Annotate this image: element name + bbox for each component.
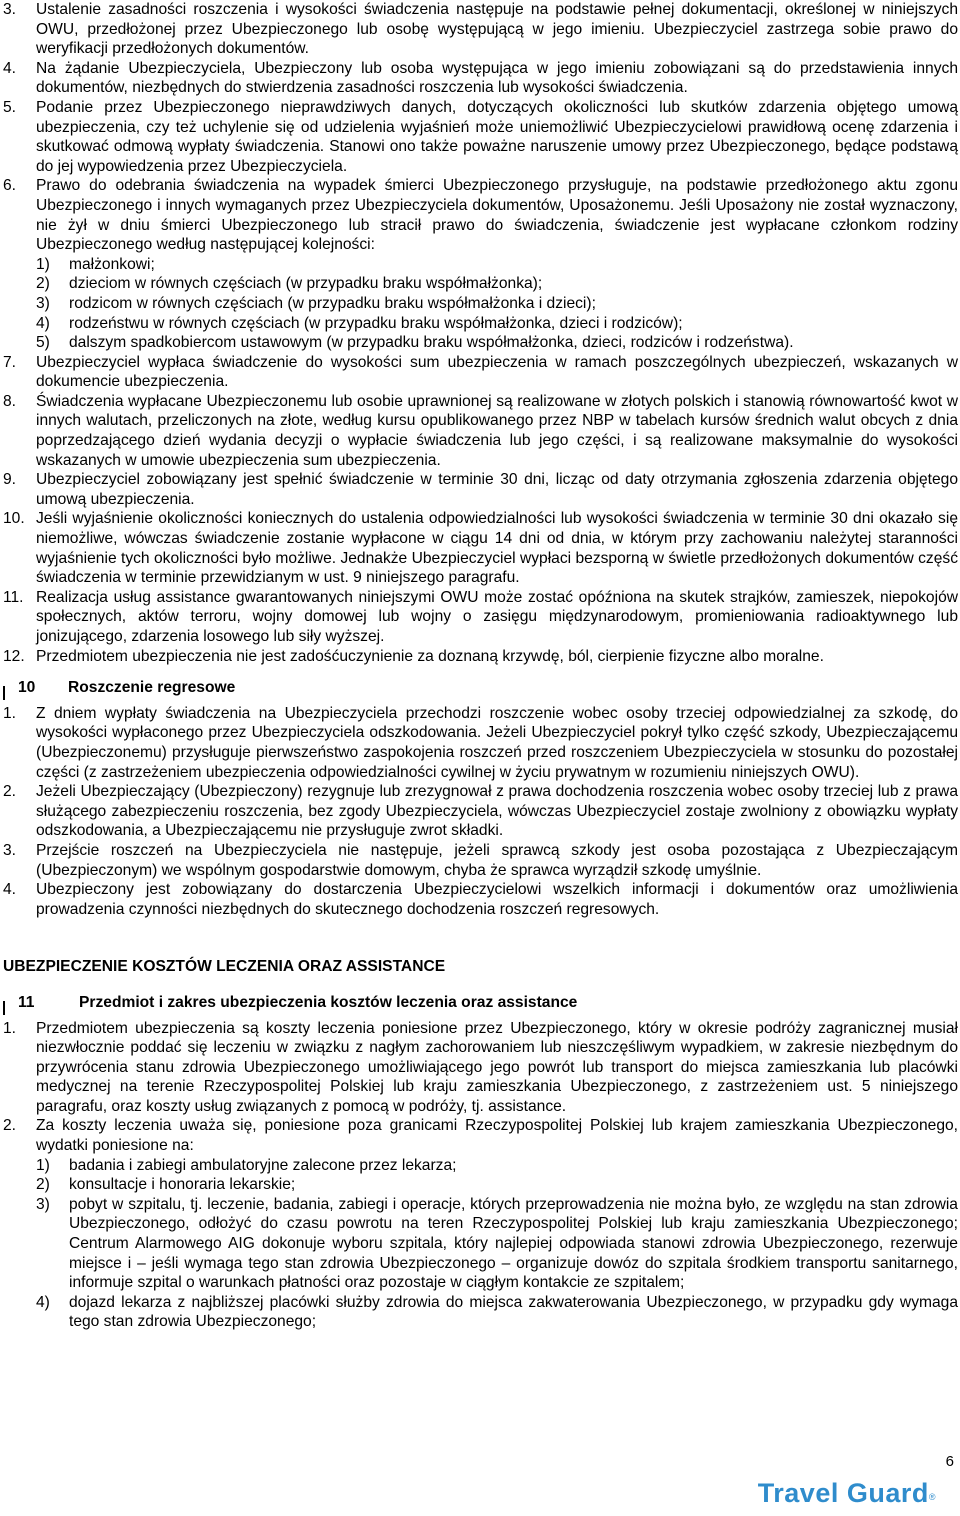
list-item <box>3 841 958 880</box>
medical-costs-list <box>3 1156 958 1332</box>
sub-list-item <box>36 333 958 353</box>
item-number: 8. <box>3 392 17 410</box>
item-number: 1. <box>3 704 17 722</box>
item-number: 11. <box>3 588 24 606</box>
item-number: 7. <box>3 353 17 371</box>
section-marker-icon <box>3 1001 5 1015</box>
list-item <box>3 59 958 98</box>
item-text: Przedmiotem ubezpieczenia są koszty leczenia poniesione przez Ubezpieczonego, który w okresie podróży zagranicznej musiał niezwłocznie poddać się leczeniu w związku z nagłym zachorowaniem lub nieszczęśliwym wypadkiem, w zakresie niezbędnym do przywrócenia stanu zdrowia Ubezpieczonego umożliwiającego jego powrót lub transport do miejsca zamieszkania lub placówki medycznej na terenie Rzeczypospolitej Polskiej lub kraju zamieszkania Ubezpieczonego, z zastrzeżeniem ust. 5 niniejszego paragrafu, oraz koszty usług związanych z pomocą w podróży, tj. assistance. <box>36 1019 958 1115</box>
item-text: rodzeństwu w równych częściach (w przypadku braku współmałżonka, dzieci i rodziców); <box>69 314 683 332</box>
item-text: dzieciom w równych częściach (w przypadku braku współmałżonka); <box>69 275 543 293</box>
section-number: 10 <box>18 679 36 697</box>
item-number: 9. <box>3 471 17 489</box>
list-item <box>3 588 958 647</box>
item-number: 2. <box>3 1117 17 1135</box>
section-title: Przedmiot i zakres ubezpieczenia kosztów leczenia oraz assistance <box>79 993 578 1011</box>
list-item <box>3 509 958 587</box>
item-text: Jeżeli Ubezpieczający (Ubezpieczony) rezygnuje lub zrezygnował z prawa dochodzenia roszczenia wobec osoby trzeciej lub z prawa służącego zabezpieczeniu roszczenia, bez zgody Ubezpieczyciela, wówczas Ubezpieczyciel zostaje zwolniony z obowiązku wypłaty odszkodowania, a Ubezpieczającemu nie przysługuje zwrot składki. <box>36 783 958 840</box>
sub-list-item <box>36 294 958 314</box>
item-text: małżonkowi; <box>69 255 155 273</box>
document-page <box>3 0 958 1332</box>
item-number: 5. <box>3 98 17 116</box>
section-10-heading <box>3 678 958 698</box>
item-text: Świadczenia wypłacane Ubezpieczonemu lub osobie uprawnionej są realizowane w złotych polskich i stanowią równowartość kwot w innych walutach, przeliczonych na złote, według kursu opublikowanego przez NBP w tabelach kursów średnich walut obcych z dnia poprzedzającego dzień wydania decyzji o wypłacie świadczenia lub jego części, i są realizowane maksymalnie do wysokości wskazanych w umowie ubezpieczenia sum ubezpieczenia. <box>36 392 958 469</box>
item-number: 4) <box>36 314 50 332</box>
paragraph-list-1 <box>3 0 958 255</box>
item-text: Ustalenie zasadności roszczenia i wysokości świadczenia następuje na podstawie pełnej dokumentacji, określonej w niniejszych OWU, przedłożonej przez Ubezpieczonego lub osobę występującą w jego imieniu. Ubezpieczyciel zastrzega sobie prawo do weryfikacji przedłożonych dokumentów. <box>36 1 958 58</box>
item-number: 1. <box>3 1019 17 1037</box>
list-item <box>3 0 958 59</box>
item-number: 1) <box>36 1156 50 1174</box>
sub-list-item <box>36 1293 958 1332</box>
item-number: 2) <box>36 1176 50 1194</box>
section-title: Roszczenie regresowe <box>68 679 236 697</box>
sub-list-item <box>36 1156 958 1176</box>
item-text: pobyt w szpitalu, tj. leczenie, badania, zabiegi i operacje, których przeprowadzenia nie można było, ze względu na stan zdrowia Ubezpieczonego, odłożyć do czasu powrotu na teren Rzeczypospolitej Polskiej lub kraju zamieszkania Ubezpieczonego; Centrum Alarmowego AIG dokonuje wyboru szpitala, który najlepiej odpowiada stanowi zdrowia Ubezpieczonego, rezerwuje miejsce i – jeśli wymaga tego stan zdrowia Ubezpieczonego – organizuje dowóz do szpitala środkiem transportu sanitarnego, informuje szpital o warunkach płatności oraz pozostaje w ciągłym kontakcie ze szpitalem; <box>69 1195 958 1292</box>
beneficiary-list <box>3 255 958 353</box>
item-text: konsultacje i honoraria lekarskie; <box>69 1176 296 1194</box>
item-number: 3. <box>3 1 17 18</box>
paragraph-list-4 <box>3 1019 958 1156</box>
list-item <box>3 353 958 392</box>
section-11-heading <box>3 993 958 1013</box>
logo-text: Travel Guard <box>757 1478 929 1508</box>
paragraph-list-2 <box>3 353 958 667</box>
item-text: Przejście roszczeń na Ubezpieczyciela nie następuje, jeżeli sprawcą szkody jest osoba pozostająca z Ubezpieczającym (Ubezpieczonym) we wspólnym gospodarstwie domowym, chyba że sprawca wyrządził szkodę umyślnie. <box>36 841 958 879</box>
sub-list-item <box>36 255 958 275</box>
list-item <box>3 98 958 176</box>
item-number: 4. <box>3 881 17 899</box>
sub-list-item <box>36 1195 958 1293</box>
item-number: 3) <box>36 294 50 312</box>
item-text: Podanie przez Ubezpieczonego nieprawdziwych danych, dotyczących okoliczności lub skutków zdarzenia objętego umową ubezpieczenia, czy też uchylenie się od udzielenia wyjaśnień może uniemożliwić Ubezpieczycielowi prawidłową ocenę zdarzenia i skutkować odmową wypłaty świadczenia. Stanowi ono także poważne naruszenie umowy przez Ubezpieczonego, będące podstawą do jej wypowiedzenia przez Ubezpieczyciela. <box>36 98 958 175</box>
list-item <box>3 1019 958 1117</box>
paragraph-list-3 <box>3 704 958 920</box>
item-number: 3) <box>36 1195 50 1213</box>
list-item <box>3 782 958 841</box>
item-number: 2) <box>36 275 50 293</box>
item-text: Za koszty leczenia uważa się, poniesione poza granicami Rzeczypospolitej Polskiej lub krajem zamieszkania Ubezpieczonego, wydatki poniesione na: <box>36 1117 958 1155</box>
item-number: 4) <box>36 1293 50 1311</box>
item-text: rodzicom w równych częściach (w przypadku braku współmałżonka i dzieci); <box>69 294 596 312</box>
item-number: 12. <box>3 647 25 665</box>
item-text: dalszym spadkobiercom ustawowym (w przypadku braku współmałżonka, dzieci, rodziców i rodzeństwa). <box>69 334 794 352</box>
item-text: Prawo do odebrania świadczenia na wypadek śmierci Ubezpieczonego przysługuje, na podstawie przedłożonego aktu zgonu Ubezpieczonego i innych wymaganych przez Ubezpieczyciela dokumentów, Uposażonemu. Jeśli Uposażony nie został wyznaczony, nie żył w dniu śmierci Ubezpieczonego lub stracił prawo do świadczenia, świadczenie jest wypłacane członkom rodziny Ubezpieczonego według następującej kolejności: <box>36 177 958 254</box>
item-text: Ubezpieczyciel zobowiązany jest spełnić świadczenie w terminie 30 dni, licząc od daty otrzymania zgłoszenia zdarzenia objętego umową ubezpieczenia. <box>36 471 958 508</box>
item-number: 3. <box>3 841 17 859</box>
item-text: Ubezpieczony jest zobowiązany do dostarczenia Ubezpieczycielowi wszelkich informacji i dokumentów oraz umożliwienia prowadzenia czynności niezbędnych do skutecznego dochodzenia roszczeń regresowych. <box>36 881 958 918</box>
list-item <box>3 176 958 254</box>
item-text: Na żądanie Ubezpieczyciela, Ubezpieczony lub osoba występująca w jego imieniu zobowiązani są do przedstawienia innych dokumentów, niezbędnych do stwierdzenia zasadności roszczenia lub wysokości świadczenia. <box>36 59 958 97</box>
item-number: 10. <box>3 510 25 528</box>
section-number: 11 <box>18 993 35 1011</box>
item-number: 2. <box>3 783 17 801</box>
item-text: dojazd lekarza z najbliższej placówki służby zdrowia do miejsca zakwaterowania Ubezpieczonego, w przypadku gdy wymaga tego stan zdrowia Ubezpieczonego; <box>69 1293 958 1331</box>
item-number: 5) <box>36 334 50 352</box>
page-number: 6 <box>945 1453 954 1470</box>
list-item <box>3 704 958 782</box>
item-number: 1) <box>36 255 50 273</box>
list-item <box>3 647 958 667</box>
list-item <box>3 392 958 470</box>
travel-guard-logo <box>757 1478 936 1508</box>
sub-list-item <box>36 314 958 334</box>
registered-mark: ® <box>928 1492 936 1502</box>
item-text: Realizacja usług assistance gwarantowanych niniejszymi OWU może zostać opóźniona na skutek strajków, zamieszek, niepokojów społecznych, aktów terroru, wojny domowej lub wojny o zasięgu międzynarodowym, promieniowania radioaktywnego lub jonizującego, zdarzenia losowego lub siły wyższej. <box>36 588 958 645</box>
item-text: Ubezpieczyciel wypłaca świadczenie do wysokości sum ubezpieczenia w ramach poszczególnych ubezpieczeń, wskazanych w dokumencie ubezpieczenia. <box>36 353 958 391</box>
list-item <box>3 470 958 509</box>
item-number: 6. <box>3 177 17 195</box>
list-item <box>3 880 958 919</box>
item-text: badania i zabiegi ambulatoryjne zalecone przez lekarza; <box>69 1156 457 1174</box>
list-item <box>3 1116 958 1155</box>
item-number: 4. <box>3 59 17 77</box>
sub-list-item <box>36 274 958 294</box>
item-text: Przedmiotem ubezpieczenia nie jest zadośćuczynienie za doznaną krzywdę, ból, cierpienie fizyczne albo moralne. <box>36 647 824 665</box>
section-marker-icon <box>3 686 5 700</box>
main-heading: UBEZPIECZENIE KOSZTÓW LECZENIA ORAZ ASSISTANCE <box>3 958 446 976</box>
item-text: Jeśli wyjaśnienie okoliczności koniecznych do ustalenia odpowiedzialności lub wysokości świadczenia w terminie 30 dni okazało się niemożliwe, wówczas świadczenie zostanie wypłacone w ciągu 14 dni od dnia, w którym przy zachowaniu należytej staranności wyjaśnienie tych okoliczności było możliwe. Jednakże Ubezpieczyciel wypłaci bezsporną w świetle przedłożonych dokumentów część świadczenia w terminie przewidzianym w ust. 9 niniejszego paragrafu. <box>36 510 958 587</box>
item-text: Z dniem wypłaty świadczenia na Ubezpieczyciela przechodzi roszczenie wobec osoby trzeciej odpowiedzialnej za szkodę, do wysokości wypłaconego przez Ubezpieczyciela odszkodowania. Jeżeli Ubezpieczyciel pokrył tylko część szkody, Ubezpieczającemu (Ubezpieczonemu) przysługuje pierwszeństwo zaspokojenia roszczeń przed roszczeniem Ubezpieczyciela w stosunku do pozostałej części (z zastrzeżeniem ubezpieczenia odpowiedzialności cywilnej w życiu prywatnym w rozumieniu niniejszych OWU). <box>36 704 958 781</box>
sub-list-item <box>36 1175 958 1195</box>
